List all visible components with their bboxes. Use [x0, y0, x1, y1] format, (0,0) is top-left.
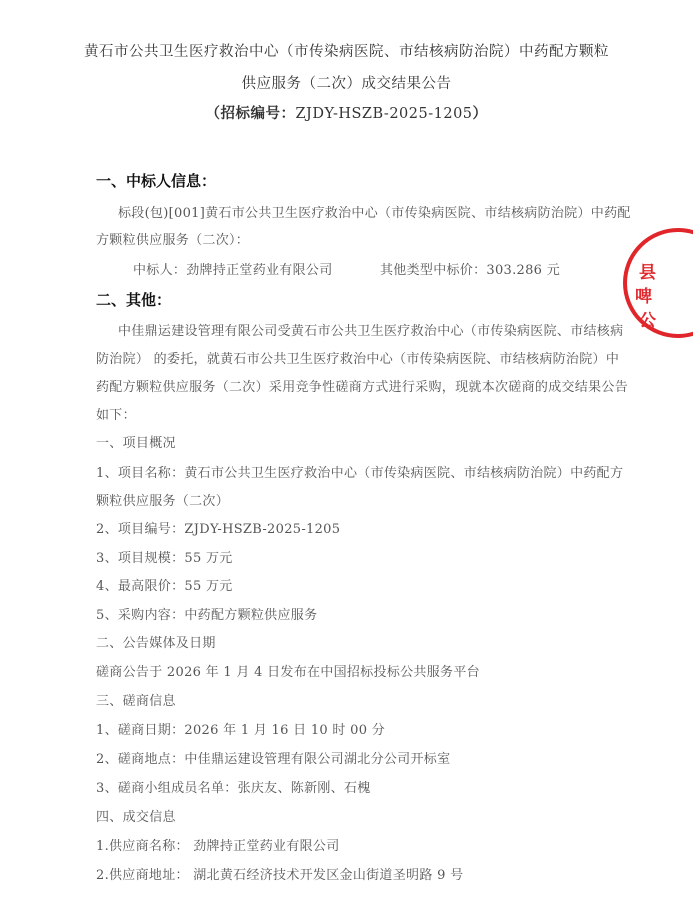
winner-price: 其他类型中标价：303.286 元 [380, 263, 560, 278]
para-line3: 药配方颗粒供应服务（二次）采用竞争性磋商方式进行采购，现就本次磋商的成交结果公告 [96, 380, 629, 395]
media-text: 磋商公告于 2026 年 1 月 4 日发布在中国招标投标公共服务平台 [96, 665, 480, 680]
project-content: 5、采购内容：中药配方颗粒供应服务 [96, 608, 318, 623]
project-name-line1: 1、项目名称：黄石市公共卫生医疗救治中心（市传染病医院、市结核病防治院）中药配方 [96, 466, 624, 481]
lot-text-line2: 方颗粒供应服务（二次）： [96, 233, 250, 248]
para-line4: 如下： [96, 408, 136, 423]
seal-char: 县 [639, 263, 656, 283]
negotiation-place: 2、磋商地点：中佳鼎运建设管理有限公司湖北分公司开标室 [96, 752, 451, 767]
tender-code-line [60, 102, 633, 123]
seal-char: 啤 [635, 287, 652, 307]
para-line1: 中佳鼎运建设管理有限公司受黄石市公共卫生医疗救治中心（市传染病医院、市结核病 [118, 324, 624, 339]
project-max-price: 4、最高限价：55 万元 [96, 579, 233, 594]
tender-code-label: （招标编号： [205, 105, 296, 122]
page-title-line2: 供应服务（二次）成交结果公告 [241, 76, 452, 92]
negotiation-panel: 3、磋商小组成员名单：张庆友、陈新刚、石槐 [96, 781, 371, 796]
project-scale: 3、项目规模：55 万元 [96, 551, 233, 566]
section-winner-heading: 一、中标人信息： [96, 172, 217, 190]
section-other-heading: 二、其他： [96, 291, 172, 309]
page-title-line1: 黄石市公共卫生医疗救治中心（市传染病医院、市结核病防治院）中药配方颗粒 [84, 44, 609, 60]
seal-char: 公 [639, 311, 656, 331]
media-heading: 二、公告媒体及日期 [96, 636, 216, 651]
tender-code-close: ） [472, 105, 488, 122]
project-code: 2、项目编号：ZJDY-HSZB-2025-1205 [96, 522, 341, 537]
official-seal [623, 228, 693, 338]
project-name-line2: 颗粒供应服务（二次） [96, 494, 230, 509]
supplier-name: 1.供应商名称： 劲牌持正堂药业有限公司 [96, 839, 340, 854]
para-line2: 防治院） 的委托，就黄石市公共卫生医疗救治中心（市传染病医院、市结核病防治院）中 [96, 352, 620, 367]
negotiation-heading: 三、磋商信息 [96, 694, 176, 709]
winner-name: 中标人：劲牌持正堂药业有限公司 [133, 263, 333, 278]
tender-code-value: ZJDY-HSZB-2025-1205 [295, 106, 473, 122]
project-overview-heading: 一、项目概况 [96, 436, 176, 451]
deal-heading: 四、成交信息 [96, 810, 176, 825]
negotiation-date: 1、磋商日期：2026 年 1 月 16 日 10 时 00 分 [96, 723, 386, 738]
lot-text-line1: 标段(包)[001]黄石市公共卫生医疗救治中心（市传染病医院、市结核病防治院）中药配 [118, 206, 631, 221]
supplier-address: 2.供应商地址： 湖北黄石经济技术开发区金山街道圣明路 9 号 [96, 868, 464, 883]
